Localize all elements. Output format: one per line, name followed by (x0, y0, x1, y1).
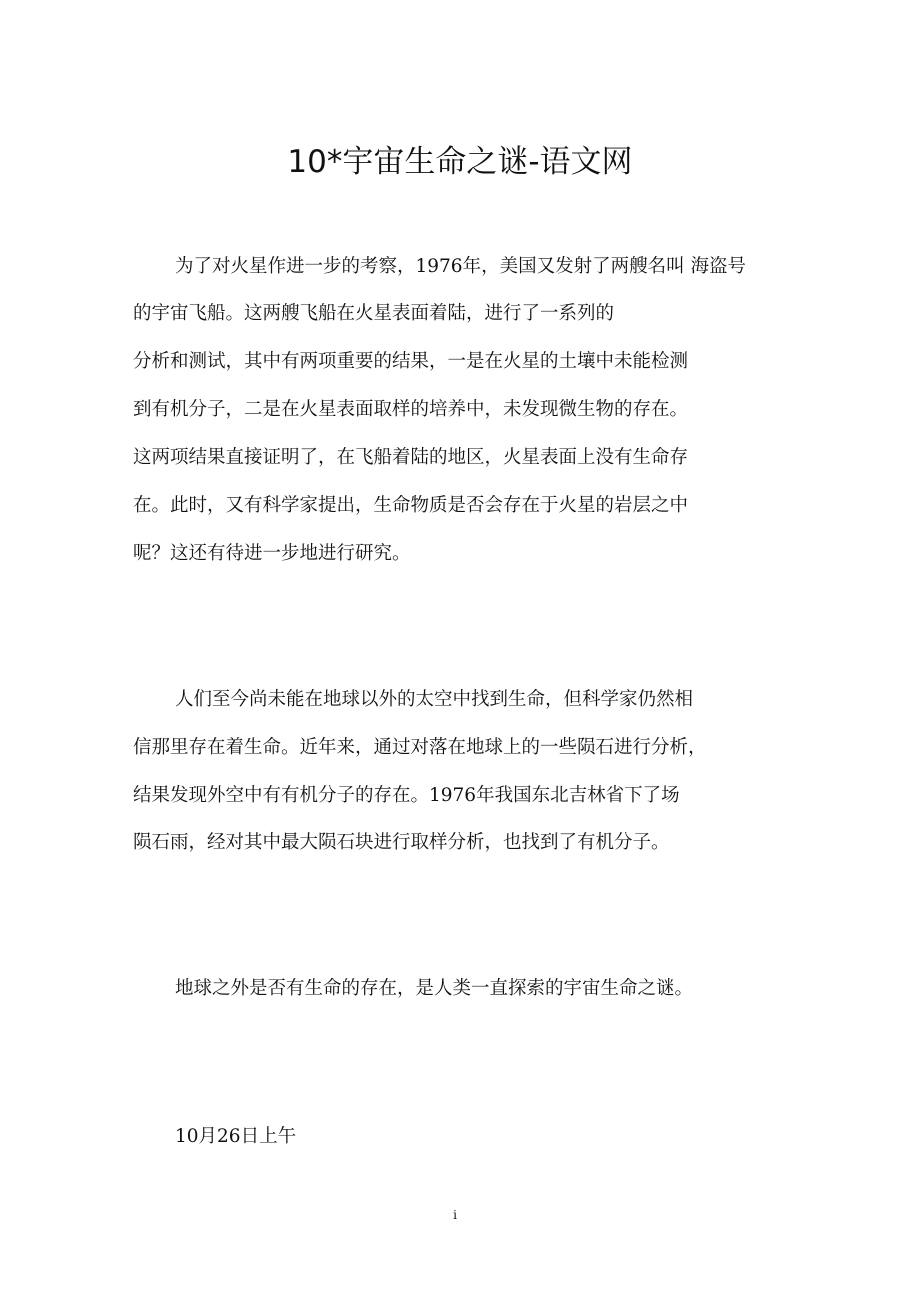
paragraph-1-line-5: 这两项结果直接证明了，在飞船着陆的地区，火星表面上没有生命存 (133, 447, 689, 468)
paragraph-1-line-4: 到有机分子，二是在火星表面取样的培养中，未发现微生物的存在。 (133, 399, 689, 420)
paragraph-2-line-3: 结果发现外空中有有机分子的存在。1976年我国东北吉林省下了场 (133, 785, 680, 806)
paragraph-1-line-2: 的宇宙飞船。这两艘飞船在火星表面着陆，进行了一系列的 (133, 303, 615, 324)
paragraph-1-line-6: 在。此时，又有科学家提出，生命物质是否会存在于火星的岩层之中 (133, 495, 689, 516)
paragraph-1-line-3: 分析和测试，其中有两项重要的结果，一是在火星的土壤中未能检测 (133, 351, 689, 372)
date-line: 10月26日上午 (175, 1126, 297, 1147)
paragraph-1-line-7: 呢？这还有待进一步地进行研究。 (133, 543, 411, 564)
paragraph-2-line-4: 陨石雨，经对其中最大陨石块进行取样分析，也找到了有机分子。 (133, 832, 670, 853)
page-number: i (453, 1208, 457, 1222)
document-title: 10*宇宙生命之谜-语文网 (287, 144, 633, 180)
paragraph-3-line-1: 地球之外是否有生命的存在，是人类一直探索的宇宙生命之谜。 (175, 978, 694, 999)
paragraph-2-line-1: 人们至今尚未能在地球以外的太空中找到生命，但科学家仍然相 (175, 689, 694, 710)
paragraph-1-line-1: 为了对火星作进一步的考察，1976年，美国又发射了两艘名叫 海盗号 (175, 256, 746, 277)
paragraph-2-line-2: 信那里存在着生命。近年来，通过对落在地球上的一些陨石进行分析， (133, 737, 707, 758)
